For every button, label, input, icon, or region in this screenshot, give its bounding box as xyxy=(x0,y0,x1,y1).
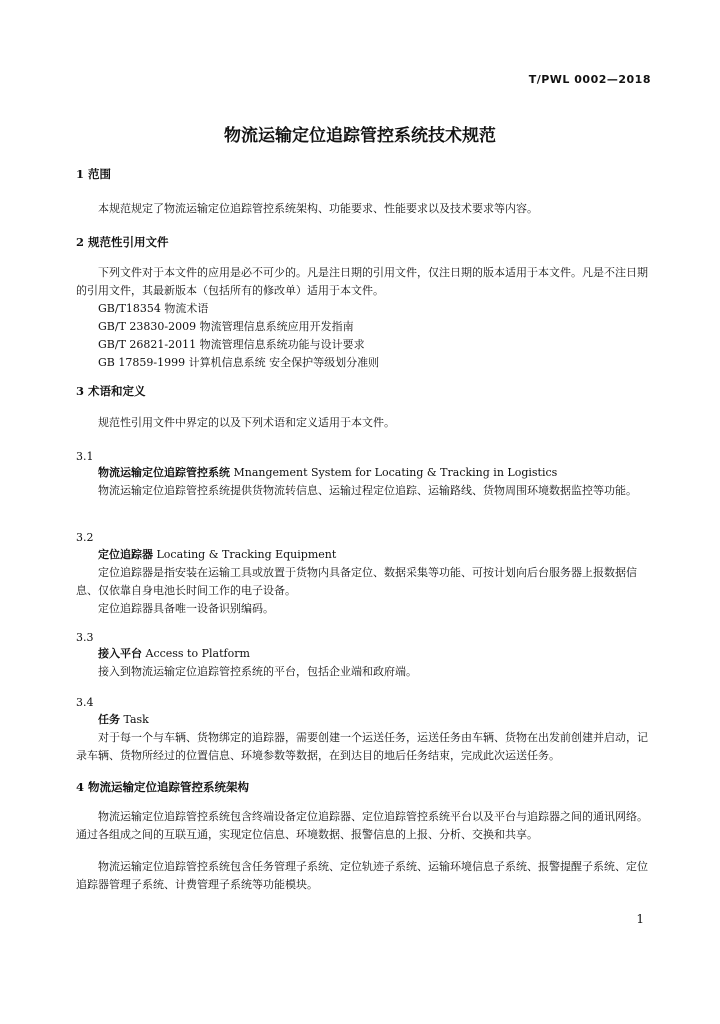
section-2-heading: 2 规范性引用文件 xyxy=(76,235,169,249)
term-heading xyxy=(76,711,654,729)
reference-item: GB 17859-1999 计算机信息系统 安全保护等级划分准则 xyxy=(98,356,380,369)
section-4-paragraph-2: 物流运输定位追踪管控系统包含任务管理子系统、定位轨迹子系统、运输环境信息子系统、报警提醒子系统、定位追踪器管理子系统、计费管理子系统等功能模块。 xyxy=(76,860,648,891)
term-heading xyxy=(76,645,654,663)
term-english: Locating & Tracking Equipment xyxy=(153,548,337,561)
reference-item: GB/T 23830-2009 物流管理信息系统应用开发指南 xyxy=(98,320,354,333)
section-3-paragraph: 规范性引用文件中界定的以及下列术语和定义适用于本文件。 xyxy=(98,416,395,429)
page-number: 1 xyxy=(636,912,644,926)
section-1-paragraph: 本规范规定了物流运输定位追踪管控系统架构、功能要求、性能要求以及技术要求等内容。 xyxy=(98,202,538,215)
term-name: 物流运输定位追踪管控系统 xyxy=(98,466,230,479)
section-4-paragraph-1: 物流运输定位追踪管控系统包含终端设备定位追踪器、定位追踪管控系统平台以及平台与追踪器之间的通讯网络。通过各组成之间的互联互通，实现定位信息、环境数据、报警信息的上报、分析、交换和共享。 xyxy=(76,810,648,841)
section-2-paragraph: 下列文件对于本文件的应用是必不可少的。凡是注日期的引用文件，仅注日期的版本适用于本文件。凡是不注日期的引用文件，其最新版本（包括所有的修改单）适用于本文件。 xyxy=(76,266,648,297)
reference-item: GB/T 26821-2011 物流管理信息系统功能与设计要求 xyxy=(98,338,365,351)
reference-item: GB/T18354 物流术语 xyxy=(98,302,209,315)
term-definition: 定位追踪器是指安装在运输工具或放置于货物内具备定位、数据采集等功能、可按计划向后台服务器上报数据信息、仅依靠自身电池长时间工作的电子设备。 xyxy=(76,566,637,597)
term-english: Mnangement System for Locating & Tracking in Logistics xyxy=(230,466,558,479)
term-number: 3.1 xyxy=(76,450,94,463)
term-definition-extra: 定位追踪器具备唯一设备识别编码。 xyxy=(98,602,274,615)
term-number: 3.4 xyxy=(76,696,94,709)
term-name: 接入平台 xyxy=(98,647,142,660)
term-definition: 对于每一个与车辆、货物绑定的追踪器，需要创建一个运送任务，运送任务由车辆、货物在出发前创建并启动，记录车辆、货物所经过的位置信息、环境参数等数据，在到达目的地后任务结束，完成此次运送任务。 xyxy=(76,731,648,762)
section-1-heading: 1 范围 xyxy=(76,167,112,181)
term-name: 任务 xyxy=(98,713,120,726)
term-english: Access to Platform xyxy=(142,647,250,660)
term-number: 3.2 xyxy=(76,531,94,544)
term-name: 定位追踪器 xyxy=(98,548,153,561)
standard-code: T/PWL 0002—2018 xyxy=(528,73,651,86)
term-definition: 物流运输定位追踪管控系统提供货物流转信息、运输过程定位追踪、运输路线、货物周围环境数据监控等功能。 xyxy=(98,484,637,497)
term-number: 3.3 xyxy=(76,631,94,644)
term-heading xyxy=(76,546,654,564)
section-3-heading: 3 术语和定义 xyxy=(76,384,146,398)
term-heading xyxy=(76,464,654,482)
page-title: 物流运输定位追踪管控系统技术规范 xyxy=(224,126,496,146)
term-definition: 接入到物流运输定位追踪管控系统的平台，包括企业端和政府端。 xyxy=(98,665,417,678)
term-english: Task xyxy=(120,713,149,726)
section-4-heading: 4 物流运输定位追踪管控系统架构 xyxy=(76,780,250,794)
